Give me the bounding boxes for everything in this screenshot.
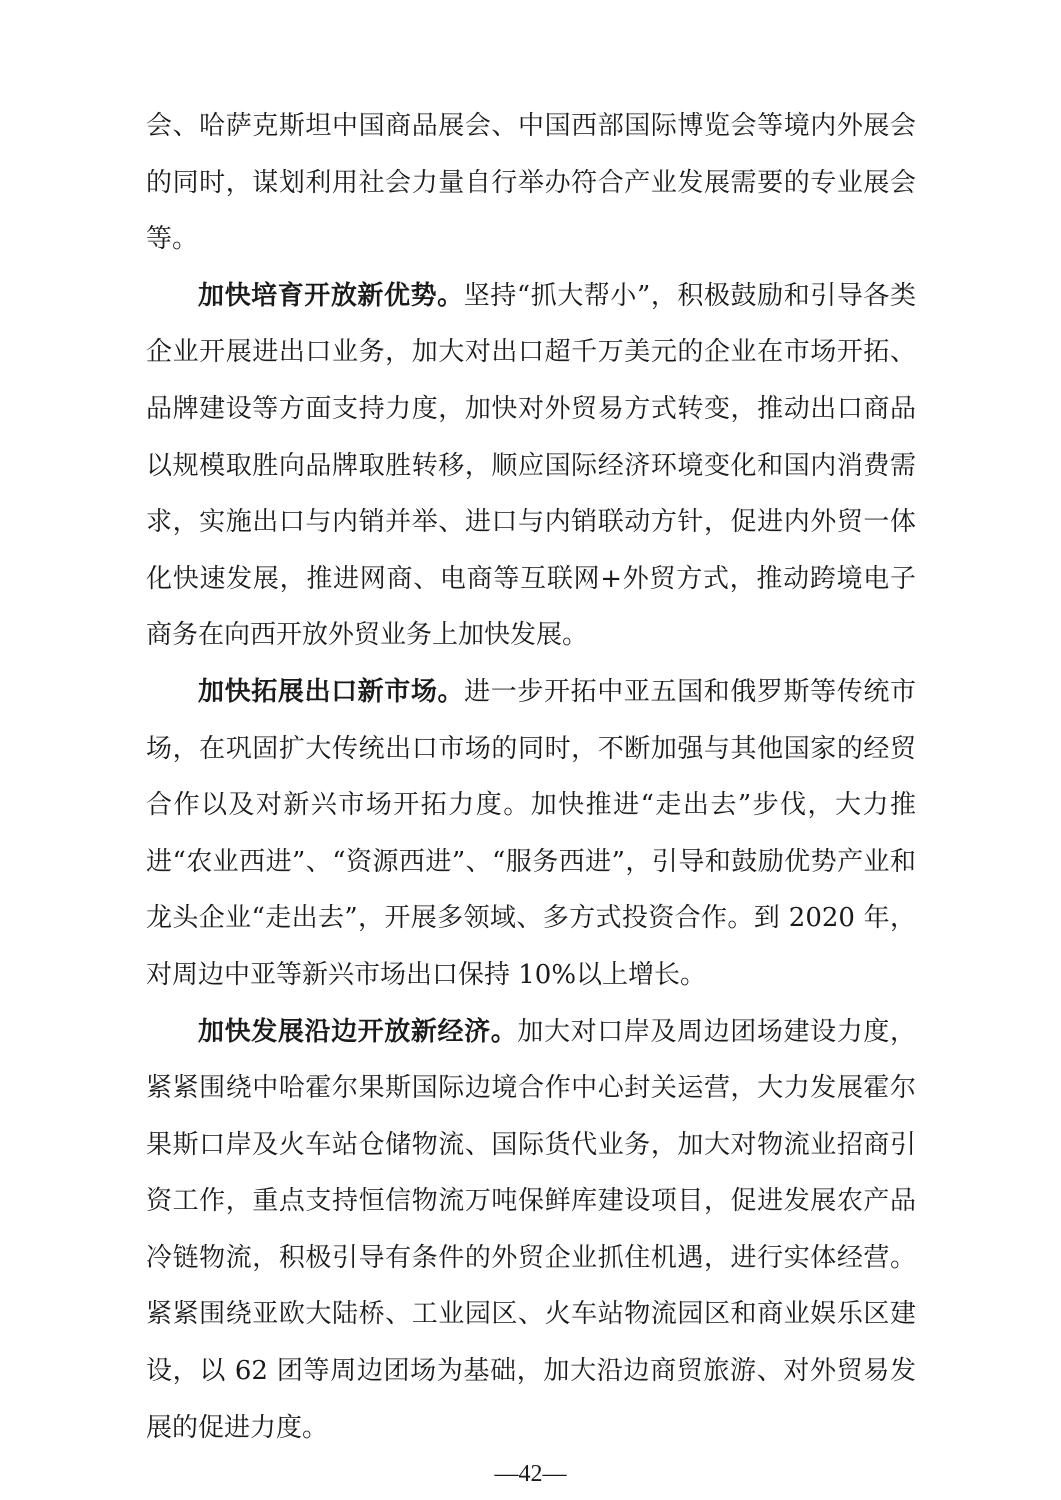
paragraph-text: 坚持“抓大帮小”，积极鼓励和引导各类企业开展进出口业务，加大对出口超千万美元的企业在市场开拓、品牌建设等方面支持力度，加快对外贸易方式转变，推动出口商品以规模取胜向品牌取胜转移，顺应国际经济环境变化和国内消费需求，实施出口与内销并举、进口与内销联动方针，促进内外贸一体化快速发展，推进网商、电商等互联网+外贸方式，推动跨境电子商务在向西开放外贸业务上加快发展。 (146, 280, 916, 651)
paragraph-text: 进一步开拓中亚五国和俄罗斯等传统市场，在巩固扩大传统出口市场的同时，不断加强与其他国家的经贸合作以及对新兴市场开拓力度。加快推进“走出去”步伐，大力推进“农业西进”、“资源西进”、“服务西进”，引导和鼓励优势产业和龙头企业“走出去”，开展多领域、多方式投资合作。到 2020 年，对周边中亚等新兴市场出口保持 10%以上增长。 (146, 676, 916, 990)
page-number: —42— (494, 1461, 567, 1487)
paragraph-export-market (146, 664, 916, 1004)
paragraph-heading-border-economy: 加快发展沿边开放新经济。 (198, 1016, 518, 1047)
paragraph-border-economy (146, 1004, 916, 1457)
paragraph-text: 会、哈萨克斯坦中国商品展会、中国西部国际博览会等境内外展会的同时，谋划利用社会力量自行举办符合产业发展需要的专业展会等。 (146, 111, 916, 255)
paragraph-text: 加大对口岸及周边团场建设力度，紧紧围绕中哈霍尔果斯国际边境合作中心封关运营，大力发展霍尔果斯口岸及火车站仓储物流、国际货代业务，加大对物流业招商引资工作，重点支持恒信物流万吨保鲜库建设项目，促进发展农产品冷链物流，积极引导有条件的外贸企业抓住机遇，进行实体经营。紧紧围绕亚欧大陆桥、工业园区、火车站物流园区和商业娱乐区建设，以 62 团等周边团场为基础，加大沿边商贸旅游、对外贸易发展的促进力度。 (146, 1016, 916, 1443)
paragraph-open-advantage (146, 268, 916, 664)
paragraph-continuation (146, 98, 916, 268)
paragraph-heading-open-advantage: 加快培育开放新优势。 (198, 280, 464, 311)
document-body (146, 98, 916, 1456)
paragraph-heading-export-market: 加快拓展出口新市场。 (198, 676, 465, 707)
